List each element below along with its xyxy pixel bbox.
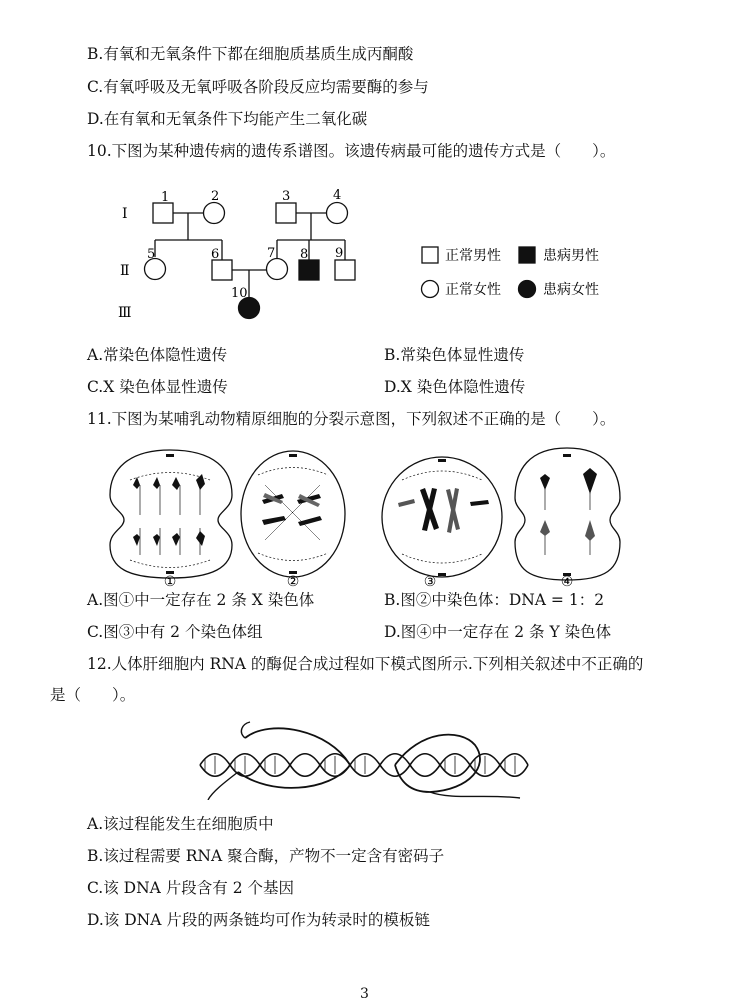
q12-stem-line1: 12.人体肝细胞内 RNA 的酶促合成过程如下模式图所示.下列相关叙述中不正确的 bbox=[87, 655, 644, 673]
svg-text:1: 1 bbox=[161, 190, 170, 205]
q12-option-c: C.该 DNA 片段含有 2 个基因 bbox=[87, 879, 294, 897]
legend-normal-female: 正常女性 bbox=[445, 282, 501, 298]
legend-normal-male: 正常男性 bbox=[445, 248, 501, 264]
figure-label-3: ③ bbox=[423, 574, 437, 590]
q10-option-c: C.X 染色体显性遗传 bbox=[87, 378, 228, 396]
q9-option-d: D.在有氧和无氧条件下均能产生二氧化碳 bbox=[87, 110, 368, 128]
legend-affected-female: 患病女性 bbox=[543, 282, 599, 298]
pedigree-member-2 bbox=[204, 203, 225, 224]
q12-option-b: B.该过程需要 RNA 聚合酶，产物不一定含有密码子 bbox=[87, 847, 445, 865]
pedigree-member-6 bbox=[212, 260, 232, 280]
q11-stem: 11.下图为某哺乳动物精原细胞的分裂示意图，下列叙述不正确的是（ ）。 bbox=[87, 410, 616, 428]
q12-stem-line2: 是（ ）。 bbox=[50, 686, 136, 704]
q9-option-b: B.有氧和无氧条件下都在细胞质基质生成丙酮酸 bbox=[87, 45, 414, 63]
q10-option-a: A.常染色体隐性遗传 bbox=[87, 346, 228, 364]
transcription-diagram bbox=[0, 720, 751, 800]
cell-1 bbox=[110, 450, 232, 578]
q10-stem: 10.下图为某种遗传病的遗传系谱图。该遗传病最可能的遗传方式是（ ）。 bbox=[87, 142, 616, 160]
q10-option-d: D.X 染色体隐性遗传 bbox=[384, 378, 526, 396]
generation-label-3: Ⅲ bbox=[118, 305, 132, 321]
q12-option-d: D.该 DNA 片段的两条链均可作为转录时的模板链 bbox=[87, 911, 430, 929]
pedigree-member-1 bbox=[153, 203, 173, 223]
svg-text:9: 9 bbox=[335, 246, 344, 261]
cell-division-figure bbox=[0, 440, 751, 590]
generation-label-2: Ⅱ bbox=[120, 263, 130, 279]
svg-text:10: 10 bbox=[231, 286, 248, 301]
q10-option-b: B.常染色体显性遗传 bbox=[384, 346, 525, 364]
svg-text:5: 5 bbox=[147, 247, 156, 262]
svg-text:6: 6 bbox=[211, 247, 220, 262]
q11-option-b: B.图②中染色体：DNA = 1：2 bbox=[384, 591, 605, 609]
cell-2 bbox=[241, 451, 345, 577]
page-number: 3 bbox=[360, 986, 369, 1002]
cell-3 bbox=[382, 457, 502, 577]
pedigree-member-4 bbox=[327, 203, 348, 224]
q12-option-a: A.该过程能发生在细胞质中 bbox=[87, 815, 274, 833]
svg-text:2: 2 bbox=[211, 189, 220, 204]
svg-text:7: 7 bbox=[267, 246, 276, 261]
q11-option-d: D.图④中一定存在 2 条 Y 染色体 bbox=[384, 623, 612, 641]
svg-text:8: 8 bbox=[300, 247, 309, 262]
svg-text:3: 3 bbox=[282, 189, 291, 204]
q9-option-c: C.有氧呼吸及无氧呼吸各阶段反应均需要酶的参与 bbox=[87, 78, 429, 96]
svg-text:4: 4 bbox=[333, 188, 342, 203]
pedigree-member-9 bbox=[335, 260, 355, 280]
pedigree-member-7 bbox=[267, 259, 288, 280]
generation-label-1: I bbox=[122, 206, 128, 222]
legend-affected-male: 患病男性 bbox=[543, 248, 599, 264]
q11-option-a: A.图①中一定存在 2 条 X 染色体 bbox=[87, 591, 315, 609]
cell-4 bbox=[515, 448, 620, 580]
pedigree-member-3 bbox=[276, 203, 296, 223]
pedigree-chart bbox=[0, 180, 751, 330]
q11-option-c: C.图③中有 2 个染色体组 bbox=[87, 623, 263, 641]
figure-label-2: ② bbox=[286, 574, 300, 590]
pedigree-member-8 bbox=[299, 260, 319, 280]
figure-label-4: ④ bbox=[560, 574, 574, 590]
figure-label-1: ① bbox=[163, 574, 177, 590]
